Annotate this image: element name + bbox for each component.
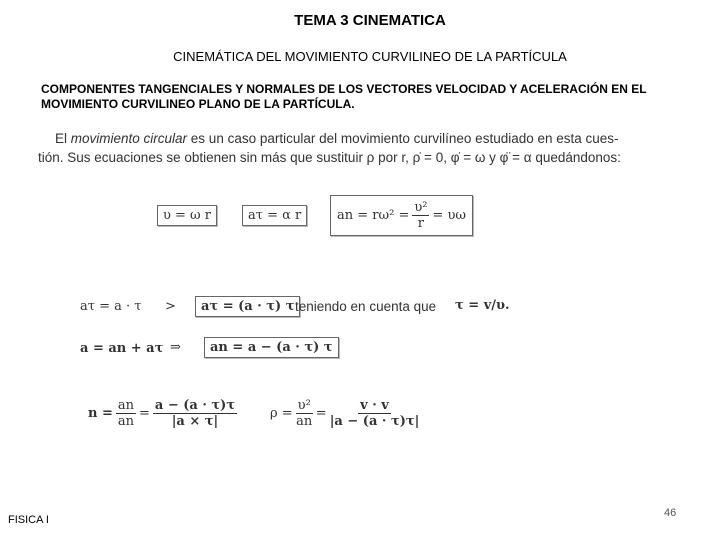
numerator: υ² [297,398,311,413]
text: an = rω² = [337,208,410,223]
denominator: |a × τ| [171,414,219,429]
section-heading-line1: COMPONENTES TANGENCIALES Y NORMALES DE LOS VECTORES VELOCIDAD Y ACELERACIÓN EN EL [41,82,647,96]
numerator: an [117,398,134,413]
formula-n [88,398,240,429]
formula-rho [270,398,422,429]
fraction [412,200,429,231]
symbol-gt: > [165,299,176,314]
formula-a-sum: a = an + aτ [80,341,164,356]
text: es un caso particular del movimiento curvilíneo estudiado en esta cues- [187,131,619,146]
paragraph-line2: tión. Sus ecuaciones se obtienen sin más que sustituir ρ por r, ρ̇ = 0, φ̇ = ω y φ̈ = α quedándonos: [38,150,621,165]
paragraph-line1 [55,131,619,146]
text: = [139,406,150,421]
section-heading-line2: MOVIMIENTO CURVILINEO PLANO DE LA PARTÍCULA. [41,97,355,111]
formula-velocity: υ = ω r [157,205,217,226]
formula-at-vector: aτ = (a · τ) τ [195,296,300,317]
numerator: v · v [360,398,389,413]
denominator: an [296,414,313,429]
text: ρ = [270,406,293,421]
slide-title: TEMA 3 CINEMATICA [294,12,446,29]
formula-at-dot: aτ = a · τ [80,299,142,314]
footer-course: FISICA I [8,514,49,526]
numerator: a − (a · τ)τ [154,398,236,413]
slide-subtitle: CINEMÁTICA DEL MOVIMIENTO CURVILINEO DE LA PARTÍCULA [173,49,567,64]
emphasis: movimiento circular [70,131,188,146]
page-number: 46 [664,507,677,519]
fraction [153,398,237,429]
fraction [296,398,313,429]
denominator: an [117,414,134,429]
text: = υω [432,208,466,223]
denominator: |a − (a · τ)τ| [329,414,420,429]
symbol-implies: ⇒ [170,340,181,355]
formula-tau: τ = v/υ. [455,298,510,313]
formula-an-vector: an = a − (a · τ) τ [204,337,339,358]
text: El [55,131,71,146]
fraction [330,398,420,429]
text: n = [88,406,113,421]
formula-normal-accel [330,195,473,236]
text: = [315,406,327,421]
formula-tangential-accel: aτ = α r [242,205,307,226]
denominator: r [417,216,425,231]
teniendo-text: teniendo en cuenta que [295,299,437,314]
numerator: υ² [414,200,428,215]
fraction [116,398,136,429]
